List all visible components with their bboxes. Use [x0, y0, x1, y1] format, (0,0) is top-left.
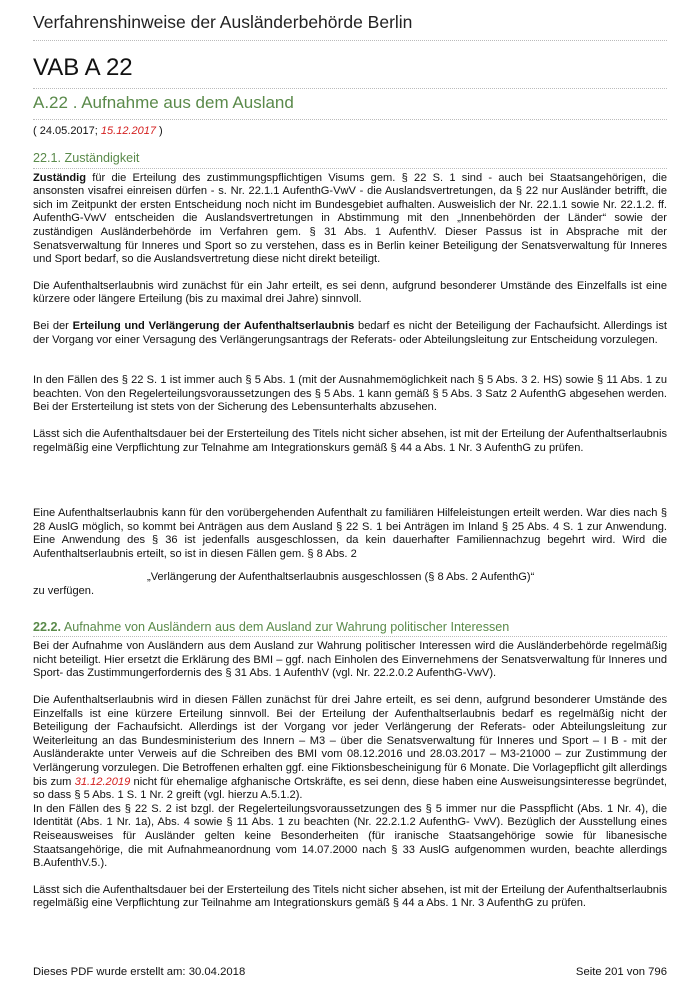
revision-dates — [33, 125, 163, 137]
paragraph: Bei der Aufnahme von Ausländern aus dem Ausland zur Wahrung politischer Interessen wird die Ausländerbehörde regelmäßig nicht beteiligt. Hier ersetzt die Erklärung des BMI – ggf. nach Einholen des Einvernehmens der Senatsverwaltung für Inneres und Sport- das Zustimmungerfordernis des § 31 Abs. 1 AufenthV (vgl. Nr. 22.2.0.2 AufenthG-VwV). — [33, 640, 667, 680]
paragraph-text: Die Aufenthaltserlaubnis wird in diesen Fällen zunächst für drei Jahre erteilt, es sei denn, aufgrund besonderer Umstände des Einzelfalls ist eine kürzere Erteilung sinnvoll. Bei der Erteilung der Aufenthaltserlaubnis bedarf es regelmäßig nicht der Beteiligung der Fachaufsicht. Allerdings ist der Vorgang vor jeder Verlängerung der Referats- oder Abteilungsleitung zur Weiterleitung an das Bundesministerium des Innern – M3 – über die Senatsverwaltung für Inneres und Sport – I B - mit der Ausländerakte unter Verweis auf die Schreiben des BMI vom 08.12.2016 und 28.03.2017 – M3-21000 – zur Zustimmung der Verlängerung vorzulegen. Die Betroffenen erhalten ggf. eine Fiktionsbescheinigung für 6 Monate. Die Vorlagepflicht gilt allerdings bis zum — [33, 694, 667, 788]
paragraph-text: Bei der — [33, 319, 73, 332]
paragraph-text: nicht für ehemalige afghanische Ortskräfte, es sei denn, diese haben eine Ausweisungsinteresse begründet, so dass § 5 Abs. 1 S. 1 Nr. 2 greift (vgl. hierzu A.5.1.2). — [33, 775, 667, 802]
dates-close: ) — [155, 125, 163, 137]
dates-open: ( — [33, 125, 40, 137]
document-body — [33, 152, 667, 911]
paragraph: zu verfügen. — [33, 585, 95, 598]
paragraph: Lässt sich die Aufenthaltsdauer bei der Ersterteilung des Titels nicht sicher absehen, ist mit der Erteilung der Aufenthaltserlaubnis regelmäßig eine Verpflichtung zur Telnahme am Integrationskurs gemäß § 44 a Abs. 1 Nr. 3 AufenthG zu prüfen. — [33, 427, 667, 454]
date-original: 24.05.2017; — [39, 125, 101, 137]
footer-created: Dieses PDF wurde erstellt am: 30.04.2018 — [33, 966, 246, 978]
subsection-heading-22-1: 22.1. Zuständigkeit — [33, 152, 667, 169]
paragraph-text: bedarf es nicht der Beteiligung der Fachaufsicht. Allerdings ist der Vorgang vor einer Versagung des Verlängerungsantrags der Referats- oder Abteilungsleitung zur Entscheidung vorzulegen. — [33, 319, 668, 346]
paragraph: In den Fällen des § 22 S. 1 ist immer auch § 5 Abs. 1 (mit der Ausnahmemöglichkeit nach § 5 Abs. 3 2. HS) sowie § 11 Abs. 1 zu beachten. Von den Regelerteilungsvoraussetzungen des § 5 Abs. 1 kann gemäß § 5 Abs. 3 Satz 2 AufenthG abgesehen werden. Bei der Ersterteilung ist stets von der Sicherung des Lebensunterhalts abzusehen. — [33, 374, 667, 414]
highlighted-date: 31.12.2019 — [74, 775, 131, 788]
paragraph — [33, 320, 667, 347]
subsection-heading-22-2 — [33, 621, 667, 638]
quoted-note: „Verlängerung der Aufenthaltserlaubnis ausgeschlossen (§ 8 Abs. 2 AufenthG)“ — [147, 571, 535, 584]
heading-text: Aufnahme von Ausländern aus dem Ausland zur Wahrung politischer Interessen — [61, 619, 510, 634]
bold-lead: Zuständig — [33, 171, 86, 184]
heading-number: 22.2. — [33, 619, 62, 634]
footer-page-number: Seite 201 von 796 — [575, 966, 667, 978]
document-title: VAB A 22 — [33, 54, 667, 89]
paragraph: Die Aufenthaltserlaubnis wird zunächst für ein Jahr erteilt, es sei denn, aufgrund besonderer Umstände des Einzelfalls ist eine kürzere oder längere Erteilung (bis zu maximal drei Jahre) sinnvoll. — [33, 279, 667, 306]
paragraph — [33, 172, 667, 267]
paragraph-text: für die Erteilung des zustimmungspflichtigen Visums gem. § 22 S. 1 sind - auch bei Staatsangehörigen, die ansonsten visafrei einreisen dürfen - s. Nr. 22.1.1 AufenthG-VwV - die Auslandsvertretungen, da § 22 nur Ausländer betrifft, die sich im Zeitpunkt der ersten Entscheidung noch nicht im Bundesgebiet aufhalten. Ausweislich der Nr. 22.1.1 sowie Nr. 22.1.2. ff. AufenthG-VwV entscheiden die Auslandsvertretungen in Abstimmung mit den „Innenbehörden der Länder“ sowie der zuständigen Ausländerbehörde im Verfahren gem. § 31 Abs. 1 AufenthV. Dieser Passus ist in Absprache mit der Senatsverwaltung für Inneres und Sport so zu verstehen, dass es in Berlin keiner Beteiligung der Senatsverwaltung für Inneres und Sport bedarf, so die Auslandsvertretung diese nicht direkt beteiligt. — [33, 171, 667, 266]
date-amended: 15.12.2017 — [100, 125, 156, 137]
paragraph: In den Fällen des § 22 S. 2 ist bzgl. der Regelerteilungsvoraussetzungen des § 5 immer nur die Passpflicht (Abs. 1 Nr. 4), die Identität (Abs. 1 Nr. 1a), Abs. 4 sowie § 11 Abs. 1 zu beachten (Nr. 22.2.1.2 AufenthG- VwV). Bezüglich der Ausstellung eines Reiseausweises für Ausländer gelten keine Besonderheiten (für iranische Staatsangehörige sowie für libanesische Staatsangehörige, die mit Aufnahmeanordnung vom 14.07.2000 nach § 33 AuslG aufgenommen wurden, beachte allerdings B.AufenthV.5.). — [33, 802, 667, 870]
paragraph: Eine Aufenthaltserlaubnis kann für den vorübergehenden Aufenthalt zu familiären Hilfeleistungen erteilt werden. War dies nach § 28 AuslG möglich, so kommt bei Anträgen aus dem Ausland § 22 S. 1 bei Anträgen im Inland § 25 Abs. 4 S. 1 zur Anwendung. Eine Anwendung des § 36 ist jedenfalls ausgeschlossen, da kein dauerhafter Familiennachzug begehrt wird. Wird die Aufenthaltserlaubnis erteilt, so ist in diesen Fällen gem. § 8 Abs. 2 — [33, 507, 667, 560]
section-title: A.22 . Aufnahme aus dem Ausland — [33, 93, 667, 120]
paragraph: Lässt sich die Aufenthaltsdauer bei der Ersterteilung des Titels nicht sicher absehen, ist mit der Erteilung der Aufenthaltserlaubnis regelmäßig eine Verpflichtung zur Teilnahme am Integrationskurs gemäß § 44 a Abs. 1 Nr. 3 AufenthG zu prüfen. — [33, 883, 667, 910]
publication-header: Verfahrenshinweise der Ausländerbehörde Berlin — [33, 12, 667, 41]
paragraph — [33, 694, 667, 803]
bold-phrase: Erteilung und Verlängerung der Aufenthaltserlaubnis — [72, 319, 355, 332]
